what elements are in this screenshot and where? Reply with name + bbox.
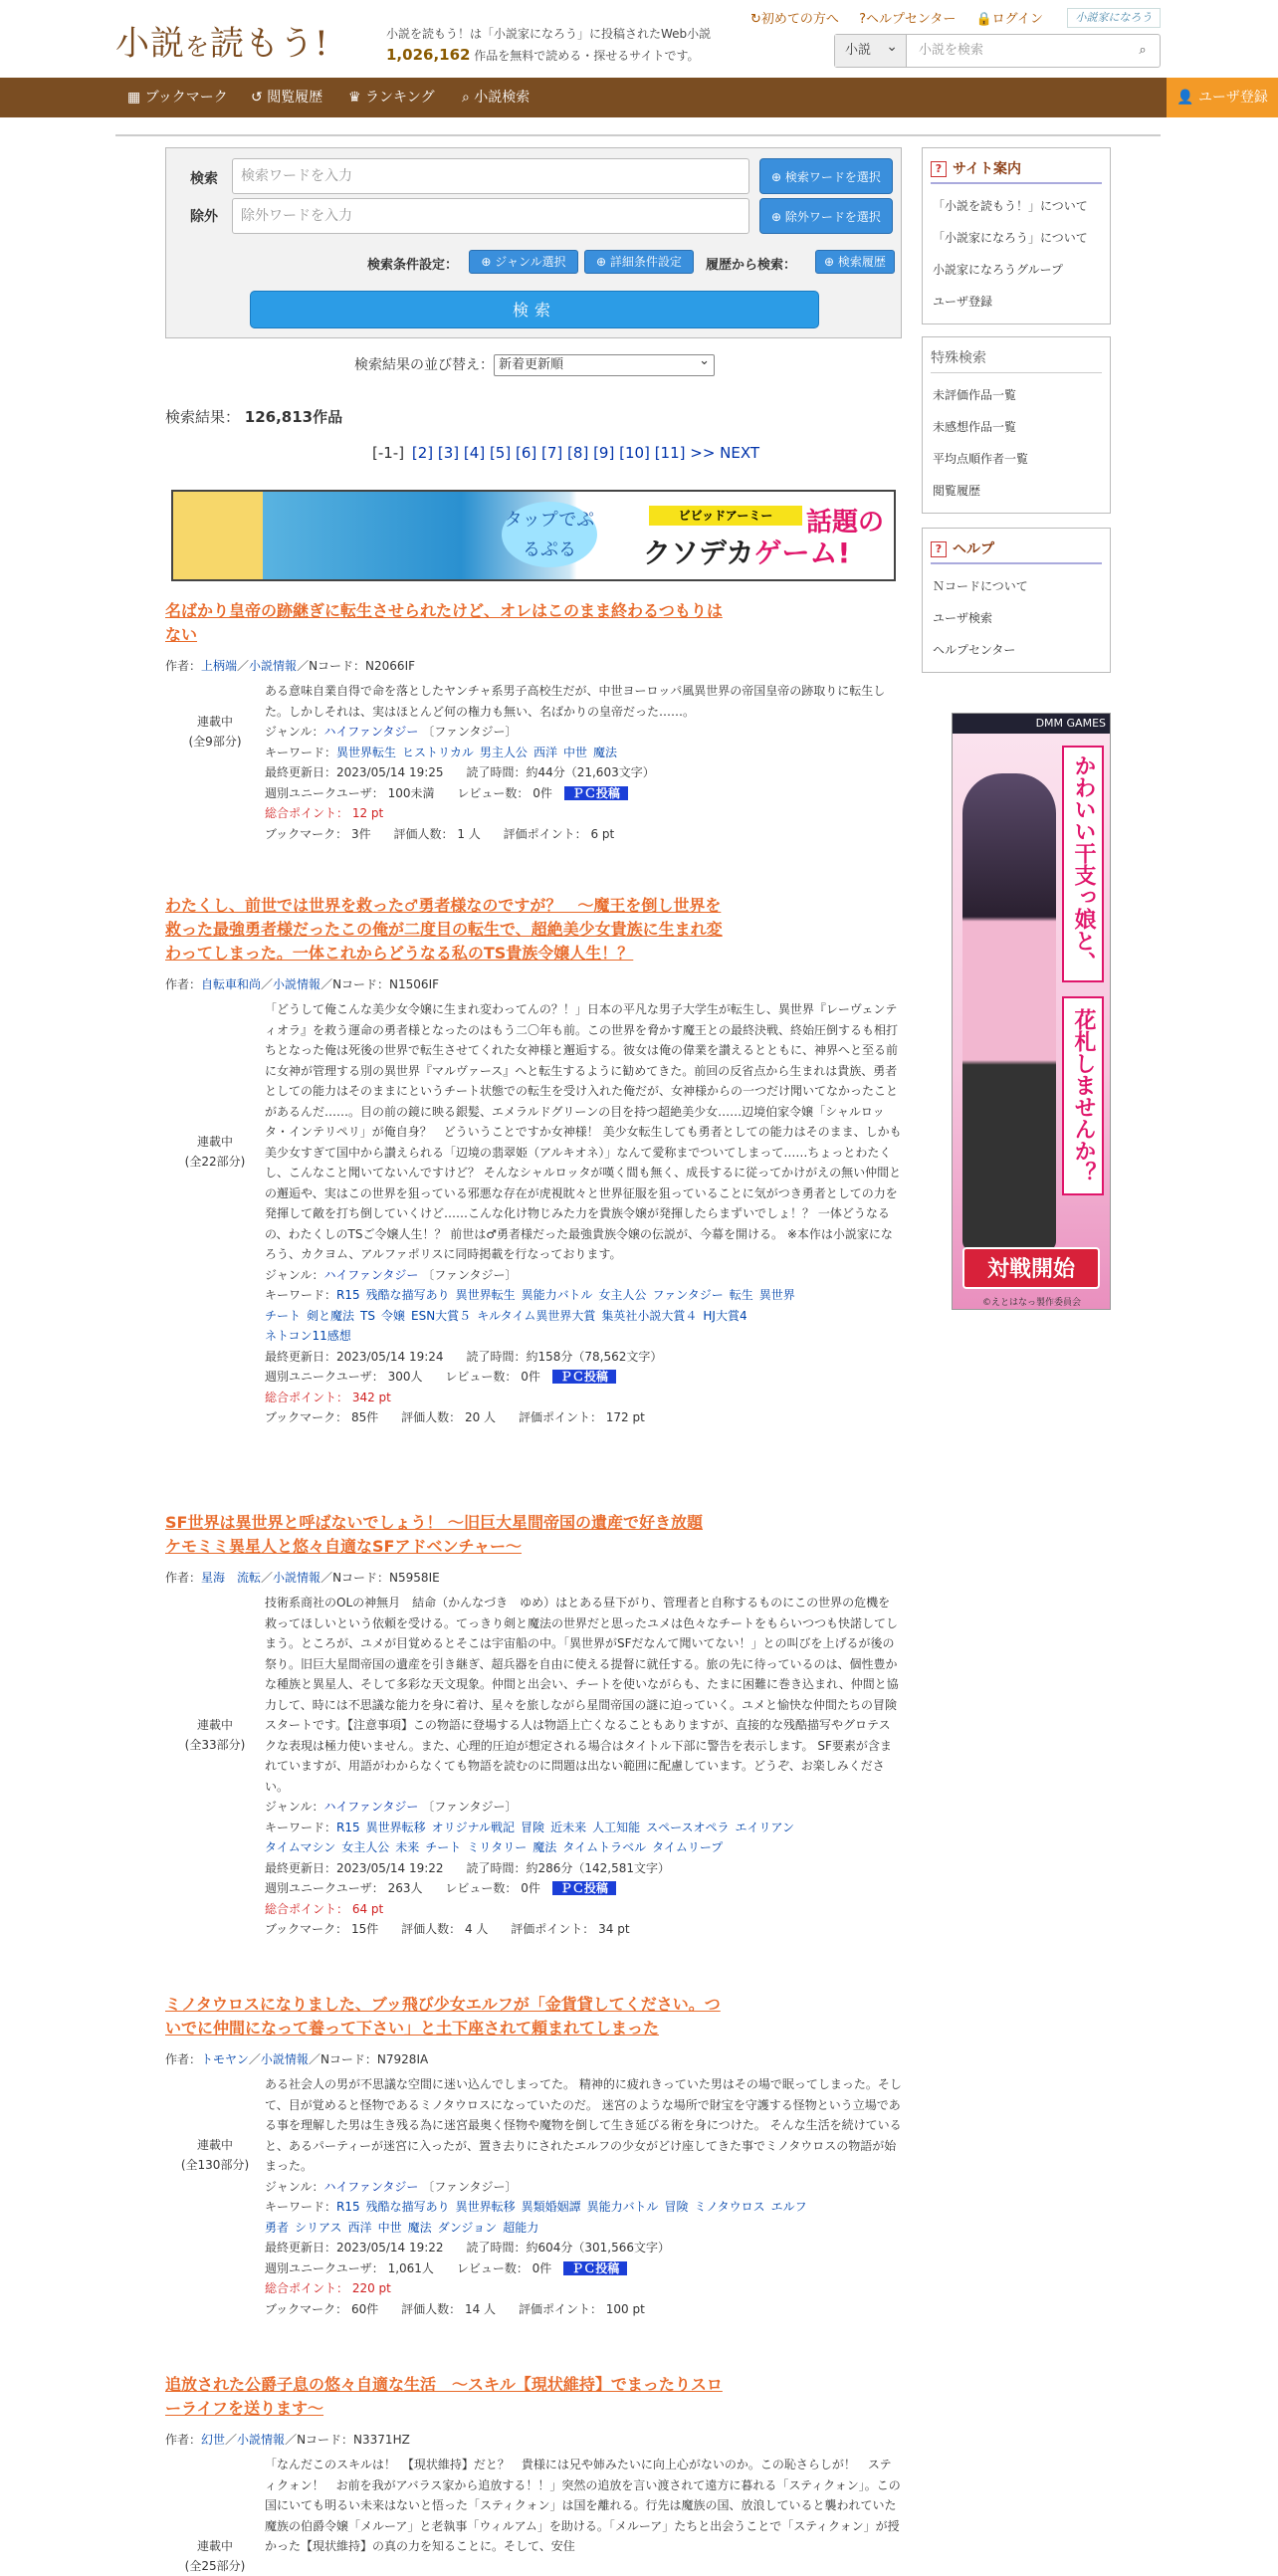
- uu-row: 週別ユニークユーザ： 300人 レビュー数： 0件 ＰＣ投稿: [265, 1367, 902, 1388]
- keyword-link[interactable]: 冒険: [664, 2200, 689, 2214]
- novel-meta: 作者：トモヤン／小説情報／Nコード：N7928IA: [165, 2052, 429, 2066]
- keyword-link[interactable]: 中世: [562, 745, 587, 759]
- exclude-select-button[interactable]: ⊕ 除外ワードを選択: [759, 198, 893, 234]
- page-link[interactable]: [5]: [489, 444, 512, 462]
- header-search-input[interactable]: 小説を検索: [919, 43, 984, 58]
- keyword-link[interactable]: 異世界: [758, 1288, 795, 1302]
- keyword-link[interactable]: 異類婚姻譚: [521, 2200, 581, 2214]
- keyword-link[interactable]: 魔法: [592, 745, 617, 759]
- register-button[interactable]: 👤 ユーザ登録: [1167, 78, 1278, 117]
- keyword-link[interactable]: 異能力バトル: [586, 2200, 659, 2214]
- keyword-link[interactable]: R15: [336, 1820, 360, 1834]
- keyword-row: キーワード：R15 残酷な描写あり 異世界転移 異類婚姻譚 異能力バトル 冒険 ミノタウロス エルフ: [265, 2200, 807, 2214]
- keyword-link[interactable]: ミリタリー: [467, 1840, 528, 1854]
- help-link[interactable]: ヘルプセンター: [933, 643, 1016, 657]
- keyword-row: キーワード：R15 残酷な描写あり 異世界転生 異能力バトル 女主人公 ファンタジー 転生 異世界: [265, 1288, 795, 1302]
- side-ad[interactable]: [952, 713, 1111, 1310]
- keyword-link[interactable]: エイリアン: [735, 1820, 795, 1834]
- keyword-link[interactable]: ミノタウロス: [694, 2200, 765, 2214]
- novel-synopsis: ある意味自業自得で命を落としたヤンチャ系男子高校生だが、中世ヨーロッパ風異世界の帝国皇帝の跡取りに転生した。しかしそれは、実はほとんど何の権力も無い、名ばかりの皇帝だった……。: [265, 684, 886, 719]
- keyword-row: キーワード：異世界転生 ヒストリカル 男主人公 西洋 中世 魔法: [265, 745, 617, 759]
- keyword-row: [265, 2218, 902, 2239]
- nav-ranking[interactable]: ♛ ランキング: [348, 90, 435, 106]
- novel-info-link[interactable]: 小説情報: [237, 2433, 286, 2447]
- bookmark-row: ブックマーク： 60件 評価人数： 14 人 評価ポイント： 100 pt: [265, 2301, 645, 2316]
- keyword-link[interactable]: シリアス: [295, 2220, 342, 2235]
- keyword-link[interactable]: 人工知能: [592, 1820, 641, 1834]
- novel-details: [265, 999, 902, 1428]
- keyword-row: [265, 1326, 902, 1347]
- novel-details: [265, 1593, 902, 1940]
- condition-label: 検索条件設定：: [367, 258, 459, 273]
- keyword-link[interactable]: ファンタジー: [652, 1288, 724, 1302]
- keyword-link[interactable]: 男主人公: [479, 745, 528, 759]
- keyword-link[interactable]: 超能力: [503, 2220, 539, 2235]
- ad-copy: 花札しませんか？: [1062, 996, 1104, 1195]
- novel-meta: 作者：幻世／小説情報／Nコード：N3371HZ: [165, 2433, 410, 2447]
- list-icon: ▦: [127, 90, 145, 106]
- genre-link[interactable]: ハイファンタジー: [323, 1800, 419, 1814]
- search-icon: ⌕: [462, 90, 475, 106]
- keyword-link[interactable]: 未来: [395, 1840, 420, 1854]
- help-center-link[interactable]: ?ヘルプセンター: [859, 12, 957, 27]
- update-row: 最終更新日：2023/05/14 19:22 読了時間：約604分（301,566文字）: [265, 2241, 670, 2254]
- ad-tap-bubble: タップでぷるぷる: [502, 502, 597, 567]
- ncode: Nコード：N7928IA: [320, 2052, 429, 2066]
- serial-status: 連載中 (全25部分): [184, 2538, 246, 2573]
- uu-row: 週別ユニークユーザ： 100未満 レビュー数： 0件 ＰＣ投稿: [265, 783, 902, 804]
- bookmark-row: ブックマーク： 85件 評価人数： 20 人 評価ポイント： 172 pt: [265, 1410, 645, 1424]
- keyword-link[interactable]: 魔法: [407, 2220, 432, 2235]
- user-icon: 👤: [1176, 90, 1198, 106]
- total-points: 総合ポイント： 12 pt: [265, 806, 384, 820]
- novel-synopsis: 「どうして俺こんな美少女令嬢に生まれ変わってんの？！」日本の平凡な男子大学生が転生し、異世界『レーヴェンティオラ』を救う運命の勇者様となったのはもう二〇年も前。この世界を脅かす魔王との最終決戦、終始圧倒するも相打ちとなった俺は死後の世界で転生させてくれた女神様と邂逅する。彼女は俺の偉業を讃えるとともに、神界へと至る前に女神が管理する別の異世界『マルヴァース』へと転生するように勧めてきた。前回の反省点から生まれは貴族、勇者としての能力はそのままにというチート状態での転生を受け入れた俺だが、女神様からの一つだけ聞いてなかったことがあるんだ……。目の前の鏡に映る銀髪、エメラルドグリーンの目を持つ超絶美少女……辺境伯家令嬢「シャルロッタ・インテリペリ」が俺自身？ どういうことですか女神様！ 美少女転生しても勇者としての能力はそのまま、しかも美少女すぎて国中から讃えられる「辺境の翡翠姫（アルキオネ）」なんて愛称までついてしまって……ちょっとわたくし、こんなこと聞いてないんですけど？ そんなシャルロッタが嘆く間も無く、成長するに従ってかけがえの無い仲間との邂逅や、実はこの世界を狙っている邪悪な存在が虎視眈々と世界征服を狙っていることに気がつき勇者としての力を発揮して敵を打ち倒していくけど……こんな化け物じみた力を貴族令嬢が発揮したらまずいでしょ！？ 一体どうなるの、わたくしのTSご令嬢人生！？ 前世は♂勇者様だった最強貴族令嬢の伝説が、今幕を開ける。 ※本作は小説家になろう、カクヨム、アルファポリスに同時掲載を行なっております。: [265, 1002, 902, 1261]
- history-label: 履歴から検索：: [706, 258, 797, 273]
- search-form: [165, 147, 902, 338]
- search-history-button[interactable]: ⊕ 検索履歴: [815, 250, 895, 274]
- help-icon: ?: [931, 541, 947, 557]
- pc-badge: ＰＣ投稿: [564, 786, 628, 800]
- keyword-link[interactable]: キルタイム異世界大賞: [477, 1308, 596, 1323]
- page-link[interactable]: [4]: [463, 444, 486, 462]
- keyword-link[interactable]: 転生: [729, 1288, 753, 1302]
- page-link[interactable]: [10]: [619, 444, 650, 462]
- novel-synopsis: 技術系商社のOLの神無月 結命（かんなづき ゆめ）はとある昼下がり、管理者と自称するものにこの世界の危機を救ってほしいという依頼を受ける。てっきり剣と魔法の世界だと思ったユメは色々なチートをもらいつつも快諾してしまう。ところが、ユメが目覚めるとそこは宇宙船の中。「異世界がSFだなんて聞いてない！」との叫びを上げるが後の祭り。旧巨大星間帝国の遺産を引き継ぎ、超兵器を自由に使える提督に就任する。旅の先に待っているのは、個性豊かな種族と異星人、そして多彩な天文現象。仲間と出会い、チートを使いながらも、たまに困難に巻き込まれ、仲間と協力して、時には不思議な能力を身に着け、星々を旅しながら星間帝国の謎に迫っていく。ユメと愉快な仲間たちの冒険スタートです。【注意事項】この物語に登場する人は物語上亡くなることもありますが、直接的な残酷描写やグロテスクな表現は極力使いません。また、心理的圧迫が想定される場合はタイトル下部に警告を表示します。 SF要素が含まれていますが、用語がわからなくても物語を読むのに問題は出ない範囲に配慮しています。どうぞ、お楽しみください。: [265, 1596, 899, 1794]
- novel-meta: 作者：星海 流転／小説情報／Nコード：N5958IE: [165, 1571, 440, 1585]
- keyword-link[interactable]: 魔法: [532, 1840, 557, 1854]
- keyword-link[interactable]: 女主人公: [341, 1840, 390, 1854]
- help-panel: [922, 528, 1111, 673]
- novel-meta: 作者：自転車和尚／小説情報／Nコード：N1506IF: [165, 977, 440, 991]
- author-link[interactable]: 上柄端: [201, 659, 238, 673]
- uu-row: 週別ユニークユーザ： 1,061人 レビュー数： 0件 ＰＣ投稿: [265, 2258, 902, 2279]
- header: [0, 0, 1278, 78]
- keyword-link[interactable]: 異世界転移: [455, 2200, 516, 2214]
- keyword-row: キーワード：R15 異世界転移 オリジナル戦記 冒険 近未来 人工知能 スペースオペラ エイリアン: [265, 1820, 795, 1834]
- ad-brand: ビビッドアーミー: [649, 506, 802, 526]
- ad-character-image: [173, 492, 263, 579]
- guide-link[interactable]: ユーザ登録: [933, 295, 993, 309]
- genre-row: ジャンル：ハイファンタジー 〔ファンタジー〕: [265, 1800, 518, 1814]
- novel-details: [265, 2455, 902, 2557]
- crown-icon: ♛: [348, 90, 366, 106]
- keyword-link[interactable]: 残酷な描写あり: [365, 2200, 450, 2214]
- next-page-link[interactable]: >> NEXT: [690, 444, 760, 462]
- login-link[interactable]: 🔒ログイン: [975, 12, 1044, 27]
- keyword-link[interactable]: オリジナル戦記: [431, 1820, 516, 1834]
- keyword-link[interactable]: チート: [265, 1308, 302, 1323]
- keyword-link[interactable]: チート: [425, 1840, 462, 1854]
- page-current: [-1-]: [372, 444, 405, 462]
- total-points: 総合ポイント： 220 pt: [265, 2281, 391, 2295]
- page-link[interactable]: [7]: [541, 444, 563, 462]
- keyword-link[interactable]: HJ大賞4: [703, 1308, 747, 1323]
- keyword-select-button[interactable]: ⊕ 検索ワードを選択: [759, 158, 893, 194]
- site-tagline: 小説を読もう！は「小説家になろう」に投稿されたWeb小説 1,026,162 作品を無料で読める・探せるサイトです。: [386, 27, 712, 64]
- genre-link[interactable]: ハイファンタジー: [323, 1267, 419, 1282]
- keyword-link[interactable]: ネトコン11感想: [265, 1329, 351, 1343]
- novel-count: 1,026,162: [386, 46, 471, 64]
- ad-character-image: [962, 773, 1056, 1251]
- genre-row: ジャンル：ハイファンタジー 〔ファンタジー〕: [265, 725, 518, 739]
- panel-title: ? ヘルプ: [931, 537, 1102, 564]
- keyword-link[interactable]: 異世界転生: [336, 745, 397, 759]
- divider: [115, 134, 1161, 136]
- nav-history[interactable]: ↺ 閲覧履歴: [251, 90, 323, 106]
- ncode: Nコード：N1506IF: [332, 977, 440, 991]
- keyword-label: 検索: [190, 171, 218, 187]
- pc-badge: ＰＣ投稿: [563, 2261, 627, 2275]
- ad-brand: DMM GAMES: [953, 714, 1110, 734]
- special-search-link[interactable]: 閲覧履歴: [933, 484, 981, 498]
- special-search-link[interactable]: 未感想作品一覧: [933, 420, 1017, 434]
- search-type-select[interactable]: 小説 ⌄: [835, 35, 907, 67]
- main-nav: [0, 78, 1278, 117]
- novel-info-link[interactable]: 小説情報: [260, 2052, 309, 2066]
- keyword-link[interactable]: 剣と魔法: [307, 1308, 355, 1323]
- ad-cta-button[interactable]: 対戦開始: [962, 1247, 1100, 1289]
- ad-topic: 話題の: [806, 508, 885, 537]
- genre-row: ジャンル：ハイファンタジー 〔ファンタジー〕: [265, 1267, 518, 1282]
- header-search: [834, 34, 1161, 68]
- site-guide-panel: [922, 147, 1111, 324]
- update-row: 最終更新日：2023/05/14 19:22 読了時間：約286分（142,581文字）: [265, 1860, 670, 1875]
- uu-row: 週別ユニークユーザ： 263人 レビュー数： 0件 ＰＣ投稿: [265, 1878, 902, 1899]
- keyword-link[interactable]: ダンジョン: [437, 2220, 498, 2235]
- keyword-link[interactable]: R15: [336, 2200, 360, 2214]
- novel-title[interactable]: 名ばかり皇帝の跡継ぎに転生させられたけど、オレはこのまま終わるつもりは ない: [165, 601, 723, 644]
- special-search-link[interactable]: 未評価作品一覧: [933, 388, 1017, 402]
- genre-row: ジャンル：ハイファンタジー 〔ファンタジー〕: [265, 2179, 518, 2194]
- exclude-label: 除外: [190, 209, 218, 225]
- genre-link[interactable]: ハイファンタジー: [323, 725, 419, 739]
- keyword-link[interactable]: 異世界転生: [455, 1288, 516, 1302]
- pc-badge: ＰＣ投稿: [552, 1370, 616, 1384]
- sort-select[interactable]: 新着更新順 ⌄: [494, 354, 715, 376]
- novel-details: [265, 2074, 902, 2319]
- keyword-link[interactable]: タイムリープ: [652, 1840, 724, 1854]
- keyword-row: [265, 1837, 902, 1858]
- history-icon: ↺: [251, 90, 268, 106]
- novel-details: [265, 681, 902, 844]
- bookmark-row: ブックマーク： 3件 評価人数： 1 人 評価ポイント： 6 pt: [265, 826, 615, 841]
- keyword-link[interactable]: 西洋: [347, 2220, 372, 2235]
- total-points: 総合ポイント： 342 pt: [265, 1390, 391, 1404]
- page-link[interactable]: [6]: [515, 444, 537, 462]
- keyword-link[interactable]: 西洋: [532, 745, 557, 759]
- page-link[interactable]: [3]: [437, 444, 460, 462]
- guide-link[interactable]: 「小説家になろう」について: [933, 231, 1088, 245]
- sort-row: [354, 354, 715, 376]
- special-search-link[interactable]: 平均点順作者一覧: [933, 452, 1029, 466]
- keyword-link[interactable]: 集英社小説大賞４: [601, 1308, 698, 1323]
- ncode: Nコード：N5958IE: [332, 1571, 440, 1585]
- ncode: Nコード：N2066IF: [309, 659, 416, 673]
- keyword-link[interactable]: スペースオペラ: [646, 1820, 730, 1834]
- page-link[interactable]: [2]: [411, 444, 434, 462]
- nav-bookmark[interactable]: ▦ ブックマーク: [127, 90, 228, 106]
- guide-link[interactable]: 「小説を読もう！」について: [933, 199, 1088, 213]
- keyword-link[interactable]: 女主人公: [598, 1288, 647, 1302]
- serial-status: 連載中 (全22部分): [184, 1135, 246, 1169]
- keyword-link[interactable]: タイムマシン: [265, 1840, 336, 1854]
- nav-search[interactable]: ⌕ 小説検索: [462, 90, 531, 106]
- keyword-link[interactable]: 異世界転移: [365, 1820, 426, 1834]
- keyword-link[interactable]: 勇者: [265, 2220, 290, 2235]
- novel-info-link[interactable]: 小説情報: [273, 1571, 321, 1585]
- guide-link[interactable]: 小説家になろうグループ: [933, 263, 1064, 277]
- novel-title[interactable]: SF世界は異世界と呼ばないでしょう！ ～旧巨大星間帝国の遺産で好き放題 ケモミミ異星人と悠々自適なSFアドベンチャー～: [165, 1513, 704, 1556]
- ad-copyright: ©えとはなっ製作委員会: [982, 1298, 1082, 1308]
- update-row: 最終更新日：2023/05/14 19:24 読了時間：約158分（78,562文字）: [265, 1349, 663, 1364]
- keyword-link[interactable]: 中世: [377, 2220, 402, 2235]
- author-link[interactable]: 自転車和尚: [201, 977, 262, 991]
- serial-status: 連載中 (全130部分): [180, 2138, 250, 2173]
- keyword-link[interactable]: 冒険: [521, 1820, 545, 1834]
- page-link[interactable]: [9]: [593, 444, 615, 462]
- page-link[interactable]: [11]: [654, 444, 686, 462]
- total-points: 総合ポイント： 64 pt: [265, 1901, 384, 1916]
- novel-meta: 作者：上柄端／小説情報／Nコード：N2066IF: [165, 659, 416, 673]
- pc-badge: ＰＣ投稿: [552, 1881, 616, 1895]
- panel-title: 特殊検索: [931, 345, 1102, 373]
- ad-banner[interactable]: [171, 490, 896, 581]
- keyword-link[interactable]: 令嬢: [380, 1308, 405, 1323]
- keyword-link[interactable]: 近未来: [550, 1820, 587, 1834]
- update-row: 最終更新日：2023/05/14 19:25 読了時間：約44分（21,603文字）: [265, 765, 655, 779]
- novel-synopsis: 「なんだこのスキルは！ 【現状維持】だと？ 貴様には兄や姉みたいに向上心がないのか。この恥さらしが！ スティクォン！ お前を我がアバラス家から追放する！！」突然の追放を言い渡されて遠方に暮れる「スティクォン」。この国にいても明るい未来はないと悟った「スティクォン」は国を離れる。行先は魔族の国、放浪していると襲われていた魔族の伯爵令嬢「メルーア」と老執事「ウィルアム」を助ける。「メルーア」たちと出会うことで「スティクォン」が授かった【現状維持】の真の力を知ることに。そして、安住: [265, 2458, 901, 2553]
- help-link[interactable]: Ｎコードについて: [933, 579, 1028, 593]
- keyword-link[interactable]: エルフ: [770, 2200, 807, 2214]
- keyword-link[interactable]: R15: [336, 1288, 360, 1302]
- detail-condition-button[interactable]: ⊕ 詳細条件設定: [584, 250, 694, 274]
- search-icon[interactable]: ⌕: [1139, 43, 1147, 58]
- search-submit-button[interactable]: 検索: [250, 291, 819, 328]
- ad-headline: クソデカゲーム!: [643, 537, 851, 569]
- novel-info-link[interactable]: 小説情報: [249, 659, 298, 673]
- keyword-input[interactable]: 検索ワードを入力: [232, 158, 749, 194]
- header-links: [750, 8, 1059, 27]
- author-link[interactable]: 星海 流転: [201, 1571, 262, 1585]
- genre-link[interactable]: ハイファンタジー: [323, 2179, 419, 2194]
- site-logo[interactable]: 小説を読もう!: [115, 24, 329, 64]
- keyword-link[interactable]: 異能力バトル: [521, 1288, 593, 1302]
- ad-copy: かわいい干支っ娘と、: [1062, 746, 1104, 982]
- pagination: [372, 444, 759, 462]
- novel-synopsis: ある社会人の男が不思議な空間に迷い込んでしまってた。 精神的に疲れきっていた男はその場で眠ってしまった。そして、目が覚めると怪物であるミノタウロスになっていたのだ。 迷宮のような場所で財宝を守護する怪物という立場である事を理解した男は生き残る為に迷宮最奥く怪物や魔物を倒して生き延びる術を身につけた。 そんな生活を続けていると、あるパーティーが迷宮に入ったが、置き去りにされたエルフの少女がどけ座してきた事でミノタウロスの物語が始まった。: [265, 2077, 902, 2173]
- author-link[interactable]: トモヤン: [201, 2052, 249, 2066]
- special-search-panel: [922, 336, 1111, 514]
- narou-logo[interactable]: 小説家になろう: [1067, 8, 1161, 28]
- result-count: 検索結果： 126,813作品: [165, 408, 343, 426]
- keyword-link[interactable]: 残酷な描写あり: [365, 1288, 450, 1302]
- exclude-input[interactable]: 除外ワードを入力: [232, 198, 749, 234]
- sort-label: 検索結果の並び替え：: [354, 357, 494, 373]
- author-link[interactable]: 幻世: [201, 2433, 226, 2447]
- novel-title[interactable]: ミノタウロスになりました、ブッ飛び少女エルフが「金貨貸してください。つ いでに仲間になって養って下さい」と土下座されて頼まれてしまった: [165, 1995, 721, 2038]
- serial-status: 連載中 (全33部分): [184, 1717, 246, 1752]
- panel-title: ? サイト案内: [931, 156, 1102, 184]
- novel-title[interactable]: 追放された公爵子息の悠々自適な生活 ～スキル【現状維持】でまったりスロ ーライフを送ります～: [165, 2375, 723, 2418]
- keyword-row: [265, 1306, 902, 1327]
- ncode: Nコード：N3371HZ: [297, 2433, 410, 2447]
- beginner-link[interactable]: ↻初めての方へ: [750, 12, 839, 27]
- novel-info-link[interactable]: 小説情報: [273, 977, 321, 991]
- bookmark-row: ブックマーク： 15件 評価人数： 4 人 評価ポイント： 34 pt: [265, 1922, 630, 1936]
- page-link[interactable]: [8]: [567, 444, 589, 462]
- serial-status: 連載中 (全9部分): [188, 714, 242, 749]
- help-link[interactable]: ユーザ検索: [933, 611, 993, 625]
- keyword-link[interactable]: ESN大賞５: [411, 1308, 472, 1323]
- genre-select-button[interactable]: ⊕ ジャンル選択: [469, 250, 578, 274]
- keyword-link[interactable]: タイムトラベル: [562, 1840, 647, 1854]
- novel-title[interactable]: わたくし、前世では世界を救った♂勇者様なのですが？ ～魔王を倒し世界を 救った最強勇者様だったこの俺が二度目の転生で、超絶美少女貴族に生まれ変 わってしまった。一体これからどうなる私のTS貴族令嬢人生！？: [165, 896, 723, 963]
- keyword-link[interactable]: ヒストリカル: [402, 745, 474, 759]
- help-icon: ?: [931, 161, 947, 177]
- keyword-link[interactable]: TS: [360, 1308, 375, 1323]
